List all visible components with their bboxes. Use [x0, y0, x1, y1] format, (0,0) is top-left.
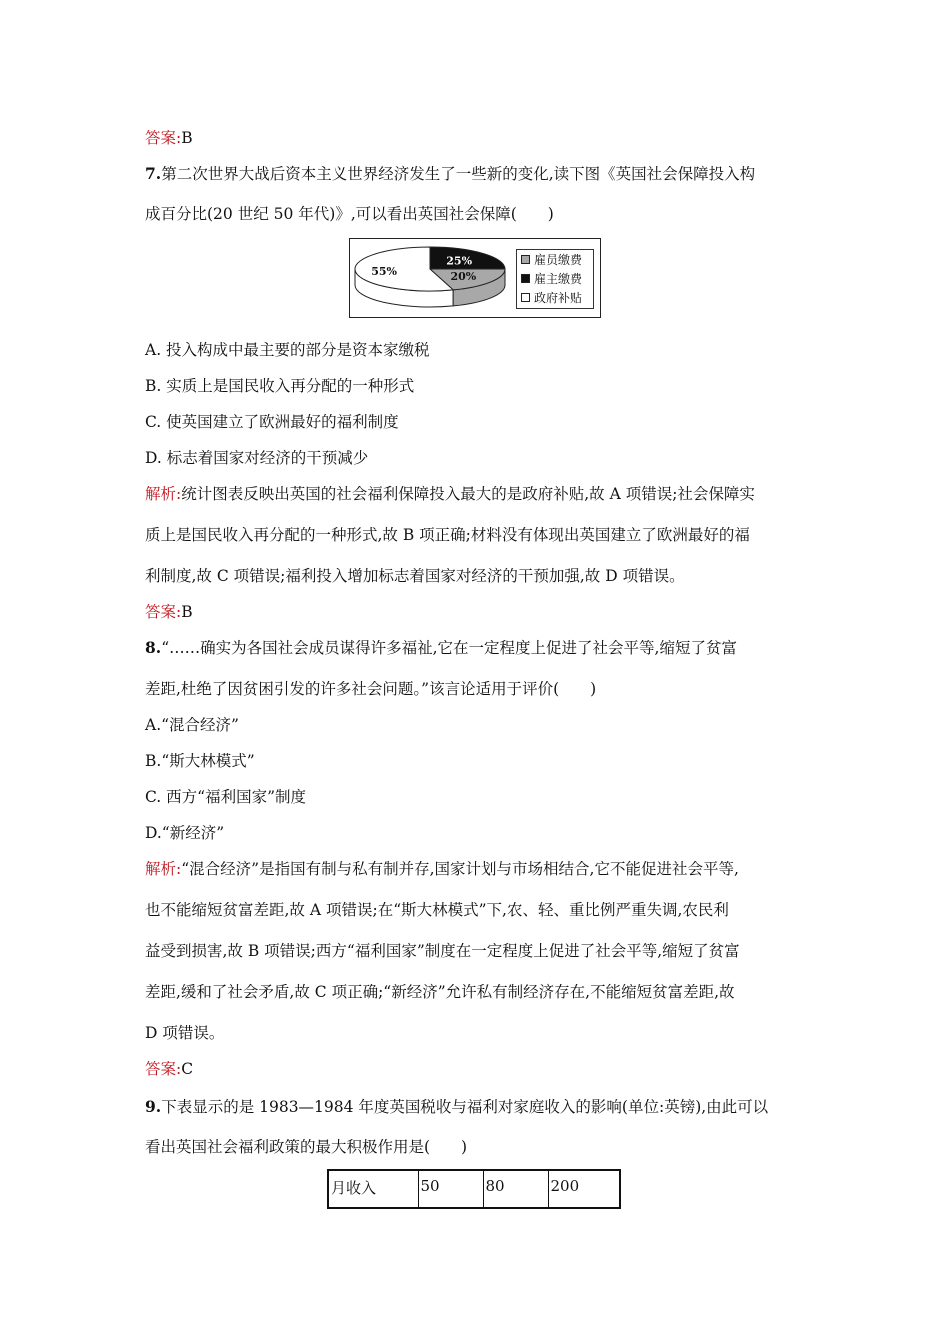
q8-stem-line1 — [145, 638, 737, 658]
q7-stem-line2: 成百分比(20 世纪 50 年代)》,可以看出英国社会保障( ) — [145, 205, 554, 223]
answer-value: C — [181, 1060, 194, 1078]
q8-analysis-line5: D 项错误。 — [145, 1024, 225, 1042]
legend-label: 政府补贴 — [534, 291, 583, 305]
q9-number: 9. — [145, 1097, 162, 1116]
legend-item-government — [517, 288, 593, 307]
answer-value: B — [181, 129, 193, 147]
analysis-text: 统计图表反映出英国的社会福利保障投入最大的是政府补贴,故 A 项错误;社会保障实 — [181, 485, 755, 503]
legend-swatch-black — [521, 274, 530, 283]
legend-item-employer — [517, 269, 593, 288]
q8-stem-text1: “……确实为各国社会成员谋得许多福祉,它在一定程度上促进了社会平等,缩短了贫富 — [161, 639, 737, 657]
q7-option-c: C. 使英国建立了欧洲最好的福利制度 — [145, 413, 399, 431]
legend-swatch-white — [521, 293, 530, 302]
q7-answer-line — [145, 602, 193, 622]
q8-number: 8. — [145, 638, 162, 657]
legend-swatch-gray — [521, 255, 530, 264]
pie-label-25: 25% — [446, 254, 473, 268]
q7-analysis-line3: 利制度,故 C 项错误;福利投入增加标志着国家对经济的干预加强,故 D 项错误。 — [145, 567, 685, 585]
q9-stem-line1 — [145, 1097, 768, 1117]
q8-option-a: A.“混合经济” — [145, 716, 239, 734]
q8-option-c: C. 西方“福利国家”制度 — [145, 788, 307, 806]
answer-label: 答案: — [145, 603, 182, 621]
q8-stem-line2: 差距,杜绝了因贫困引发的许多社会问题。”该言论适用于评价( ) — [145, 680, 597, 698]
q8-analysis-line3: 益受到损害,故 B 项错误;西方“福利国家”制度在一定程度上促进了社会平等,缩短了贫富 — [145, 942, 740, 960]
income-table — [327, 1169, 621, 1209]
table-cell: 200 — [548, 1170, 620, 1208]
table-cell: 80 — [483, 1170, 548, 1208]
q7-number: 7. — [145, 164, 162, 183]
analysis-label: 解析: — [145, 485, 182, 503]
analysis-label: 解析: — [145, 860, 182, 878]
pie-label-20: 20% — [450, 270, 477, 284]
q8-analysis-line1 — [145, 859, 739, 879]
q7-analysis-line2: 质上是国民收入再分配的一种形式,故 B 项正确;材料没有体现出英国建立了欧洲最好的福 — [145, 526, 750, 544]
q7-option-d: D. 标志着国家对经济的干预减少 — [145, 449, 369, 467]
q7-option-b: B. 实质上是国民收入再分配的一种形式 — [145, 377, 415, 395]
q8-option-d: D.“新经济” — [145, 824, 225, 842]
q8-analysis-line4: 差距,缓和了社会矛盾,故 C 项正确;“新经济”允许私有制经济存在,不能缩短贫富差距,故 — [145, 983, 735, 1001]
table-cell: 月收入 — [328, 1170, 418, 1208]
q8-analysis-line2: 也不能缩短贫富差距,故 A 项错误;在“斯大林模式”下,农、轻、重比例严重失调,农民利 — [145, 901, 729, 919]
q8-option-b: B.“斯大林模式” — [145, 752, 255, 770]
table-cell: 50 — [418, 1170, 483, 1208]
q7-stem-text1: 第二次世界大战后资本主义世界经济发生了一些新的变化,读下图《英国社会保障投入构 — [161, 165, 756, 183]
answer-value: B — [181, 603, 193, 621]
pie-chart — [349, 238, 601, 318]
q9-stem-text1: 下表显示的是 1983—1984 年度英国税收与福利对家庭收入的影响(单位:英镑),由此可以 — [161, 1098, 769, 1116]
legend-item-employee — [517, 250, 593, 269]
legend-label: 雇主缴费 — [534, 272, 583, 286]
q7-stem-line1 — [145, 164, 755, 184]
table-row — [328, 1170, 620, 1208]
answer-label: 答案: — [145, 129, 182, 147]
q6-answer-line — [145, 128, 193, 148]
q7-option-a: A. 投入构成中最主要的部分是资本家缴税 — [145, 341, 430, 359]
q9-stem-line2: 看出英国社会福利政策的最大积极作用是( ) — [145, 1138, 468, 1156]
pie-label-55: 55% — [371, 265, 397, 279]
q8-answer-line — [145, 1059, 193, 1079]
pie-legend — [516, 249, 594, 309]
answer-label: 答案: — [145, 1060, 182, 1078]
legend-label: 雇员缴费 — [534, 253, 583, 267]
q7-analysis-line1 — [145, 484, 755, 504]
analysis-text: “混合经济”是指国有制与私有制并存,国家计划与市场相结合,它不能促进社会平等, — [181, 860, 739, 878]
